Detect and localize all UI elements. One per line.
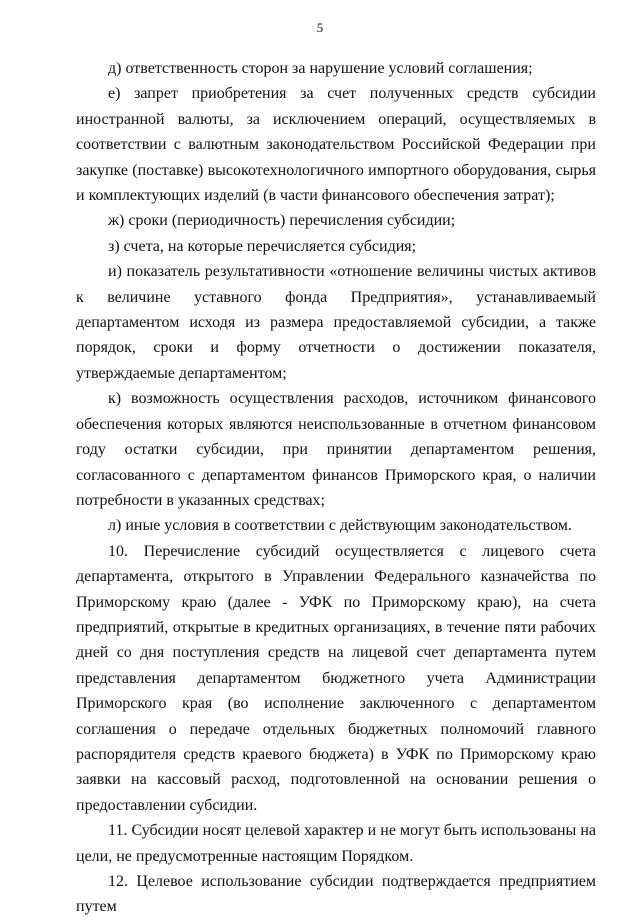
page-number: 5 — [316, 20, 324, 35]
paragraph-zh-transfer-periods: ж) сроки (периодичность) перечисления субсидии; — [108, 212, 456, 230]
paragraph-l-other-conditions: л) иные условия в соответствии с действующим законодательством. — [108, 517, 572, 535]
paragraph-11-targeted-use: 11. Субсидии носят целевой характер и не могут быть использованы на цели, не предусмотренные настоящим Порядком. — [76, 822, 596, 865]
paragraph-i-performance-indicator: и) показатель результативности «отношение величины чистых активов к величине уставного фонда Предприятия», устанавливаемый департаментом исходя из размера предоставляемой субсидии, а также порядок, сроки и форму отчетности о достижении показателя, утверждаемые департаментом; — [76, 263, 596, 382]
paragraph-12-confirmation: 12. Целевое использование субсидии подтверждается предприятием путем — [76, 873, 596, 916]
document-body — [76, 56, 596, 920]
paragraph-10-transfer-procedure: 10. Перечисление субсидий осуществляется с лицевого счета департамента, открытого в Управлении Федерального казначейства по Приморскому краю (далее - УФК по Приморскому краю), на счета предприятий, открытые в кредитных организациях, в течение пяти рабочих дней со дня поступления средств на лицевой счет департамента путем представления департаментом бюджетного учета Администрации Приморского края (во исполнение заключенного с департаментом соглашения о передаче отдельных бюджетных полномочий главного распорядителя средств краевого бюджета) в УФК по Приморскому краю заявки на кассовый расход, подготовленной на основании решения о предоставлении субсидии. — [76, 542, 596, 814]
paragraph-k-unused-balances: к) возможность осуществления расходов, источником финансового обеспечения которых являются неиспользованные в отчетном финансовом году остатки субсидии, при принятии департаментом решения, согласованного с департаментом финансов Приморского края, о наличии потребности в указанных средствах; — [76, 390, 596, 509]
paragraph-e-currency-ban: е) запрет приобретения за счет полученных средств субсидии иностранной валюты, за исключением операций, осуществляемых в соответствии с валютным законодательством Российской Федерации при закупке (поставке) высокотехнологичного импортного оборудования, сырья и комплектующих изделий (в части финансового обеспечения затрат); — [76, 85, 596, 205]
paragraph-d-responsibility: д) ответственность сторон за нарушение условий соглашения; — [108, 60, 533, 77]
paragraph-z-accounts: з) счета, на которые перечисляется субсидия; — [108, 237, 417, 255]
